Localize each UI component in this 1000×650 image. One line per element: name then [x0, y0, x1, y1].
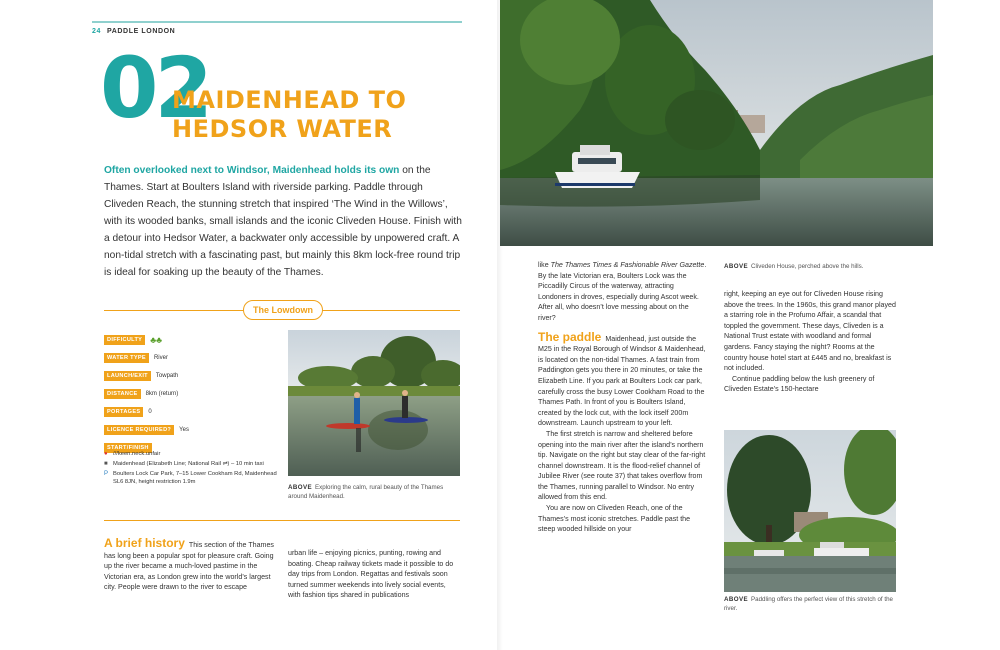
running-header — [92, 28, 175, 35]
fact-label: DIFFICULTY — [104, 335, 145, 345]
fact-distance — [104, 385, 284, 402]
riverbank-illustration — [724, 430, 896, 592]
fact-water-type — [104, 349, 284, 366]
running-title: PADDLE LONDON — [107, 28, 176, 35]
route-title-line2: HEDSOR WATER — [172, 115, 393, 143]
fact-portages — [104, 403, 284, 420]
fact-launch-exit — [104, 367, 284, 384]
fact-licence — [104, 421, 284, 438]
river-boat-illustration — [500, 0, 933, 246]
caption-tag: ABOVE — [724, 263, 749, 270]
intro-text: on the Thames. Start at Boulters Island with riverside parking. Paddle through Cliveden Reach, the stunning stretch that inspired ‘The Wind in the Willows’, with its wooded banks, small islands and the iconic Cliveden House. Finish with a detour into Hedsor Water, a backwater only accessible by unpowered craft. A non-tidal stretch with a fascinating past, but mainly this 8km lock-free round trip is ideal for soaking up the beauty of the Thames. — [104, 165, 462, 278]
fact-value: 8km (return) — [145, 390, 179, 397]
col3-paragraph-1 — [538, 260, 708, 324]
history-column-1 — [104, 538, 274, 593]
parking-icon: P — [104, 471, 109, 477]
fact-label: START/FINISH — [104, 443, 152, 453]
fact-label: WATER TYPE — [104, 353, 149, 363]
lowdown-facts — [104, 331, 284, 457]
caption-text: Exploring the calm, rural beauty of the Thames around Maidenhead. — [288, 484, 444, 500]
history-heading: A brief history — [104, 536, 185, 550]
fact-label: LAUNCH/EXIT — [104, 371, 151, 381]
col3-lead-plain: like — [538, 261, 551, 269]
caption-text: Cliveden House, perched above the hills. — [751, 263, 864, 270]
train-icon: ■ — [104, 461, 108, 467]
fact-difficulty — [104, 331, 284, 348]
location-pin-icon: ● — [104, 451, 108, 457]
section-rule — [104, 520, 460, 521]
intro-paragraph — [104, 162, 464, 281]
top-photo-caption — [724, 263, 914, 270]
col3-lead-rest: . By the late Victorian era, Boulters Lock was the Piccadilly Circus of the waterway, attracting Londoners in droves, especially during Ascot week. After all, who doesn’t love messing about on the river? — [538, 261, 707, 322]
history-column-2: urban life – enjoying picnics, punting, rowing and boating. Cheap railway tickets made it possible to do day trips from London. Regattas and festivals soon turned summer weekends into lively social events, with fashion tips shared in publications — [288, 549, 454, 600]
difficulty-leaf-icon: ♣♣ — [150, 334, 163, 345]
parking-info: Boulters Lock Car Park, 7–15 Lower Cookham Rd, Maidenhead SL6 8JN, height restriction 1.9m — [113, 471, 277, 485]
page-number: 24 — [92, 28, 101, 35]
paddleboard-photo — [288, 330, 460, 476]
caption-tag: ABOVE — [724, 596, 749, 603]
paddle-heading: The paddle — [538, 329, 602, 344]
col4-paragraph-1: right, keeping an eye out for Cliveden House rising above the trees. In the 1960s, this grand manor played a starring role in the Profumo Affair, a scandal that toppled the government. These days, Cliveden is a National Trust estate with woodland and formal gardens. Fancy staying the night? Rooms at the country house hotel start at £445 and no, breakfast is not included. — [724, 290, 896, 373]
route-title — [172, 86, 406, 144]
fact-value: River — [153, 354, 168, 361]
article-column-4 — [724, 289, 896, 395]
fact-label: LICENCE REQUIRED? — [104, 425, 174, 435]
fact-value: Yes — [179, 426, 189, 433]
col4-paragraph-2: Continue paddling below the lush greenery of Cliveden Estate’s 150-hectare — [724, 374, 875, 394]
start-finish-details — [104, 450, 282, 488]
photo3-caption — [724, 596, 896, 613]
paddle-text-1: Maidenhead, just outside the M25 in the Royal Borough of Windsor & Maidenhead, is located on the non-tidal Thames. A fast train from Paddington gets you there in 20 minutes, or take the Elizabeth Line. If you park at Boulters Lock car park, carefully cross the busy Lower Cookham Road to the Thames Path. In front of you is Boulters Island, created by the lock cut, with the lock itself 200m downstream. Launch upstream to your left. — [538, 334, 706, 428]
fact-value: 0 — [148, 408, 152, 415]
publication-title: The Thames Times & Fashionable River Gazette — [550, 261, 705, 269]
caption-text: Paddling offers the perfect view of this stretch of the river. — [724, 596, 893, 612]
fact-value: Towpath — [155, 372, 179, 379]
what3words: ///keen.neck.unfair — [113, 451, 161, 457]
route-number: 02 — [100, 39, 209, 137]
header-rule — [92, 21, 462, 23]
station-info: Maidenhead (Elizabeth Line; National Rail ⇌) – 10 min taxi — [113, 461, 264, 467]
cliveden-reach-photo — [500, 0, 933, 246]
history-text-1: This section of the Thames has long been a popular spot for pleasure craft. Going up the river became a much-loved pastime in the Victorian era, as London grew into the world’s largest city. People were drawn to the river to escape — [104, 541, 274, 592]
riverbank-photo — [724, 430, 896, 592]
intro-lead: Often overlooked next to Windsor, Maidenhead holds its own — [104, 165, 400, 176]
article-column-3 — [538, 260, 708, 535]
fact-label: DISTANCE — [104, 389, 141, 399]
paddleboard-illustration — [288, 330, 460, 476]
route-title-line1: MAIDENHEAD TO — [172, 86, 407, 114]
paddle-text-2: The first stretch is narrow and sheltered before opening into the main river after the island’s northern tip. Navigate on the right but stay clear of the far-right channel downstream. It is the flood-relief channel of Jubilee River (see route 37) that takes overflow from the Thames, running parallel to Windsor. No entry allowed from this end. — [538, 429, 706, 502]
photo1-caption — [288, 484, 460, 501]
lowdown-heading: The Lowdown — [243, 300, 323, 320]
col3-paddle-paragraph — [538, 329, 708, 429]
paddle-text-3: You are now on Cliveden Reach, one of the Thames’s most iconic stretches. Paddle past the steep wooded hillside on your — [538, 504, 691, 534]
caption-tag: ABOVE — [288, 484, 313, 491]
fact-label: PORTAGES — [104, 407, 143, 417]
